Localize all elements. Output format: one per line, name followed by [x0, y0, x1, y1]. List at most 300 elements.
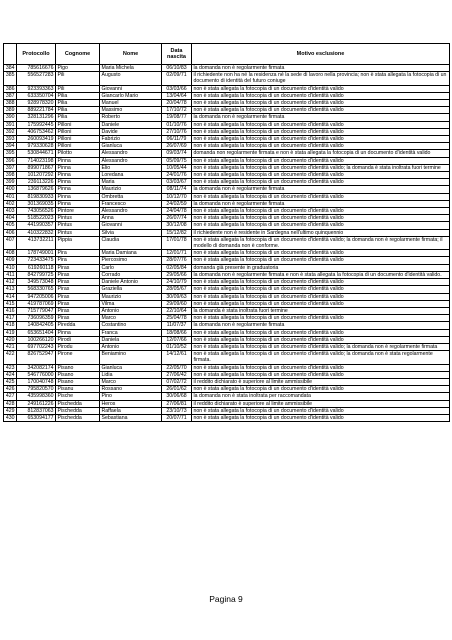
cell-protocollo: 633350704: [17, 92, 56, 99]
cell-cognome: Piras: [56, 307, 100, 314]
cell-protocollo: 301369035: [17, 200, 56, 207]
cell-row-number: 424: [4, 371, 17, 378]
table-row: [4, 236, 450, 249]
cell-data-nascita: 01/10/52: [162, 343, 192, 350]
cell-data-nascita: 17/01/78: [162, 236, 192, 249]
cell-row-number: 410: [4, 264, 17, 271]
cell-protocollo: 260093419: [17, 136, 56, 143]
table-row: [4, 315, 450, 322]
cell-cognome: Pinna: [56, 329, 100, 336]
cell-motivo: non è stata allegata la fotocopia di un documento d'identità valido: [192, 250, 450, 257]
cell-motivo: non è stata allegata la fotocopia di un documento d'identità valido: [192, 172, 450, 179]
cell-motivo: non è stata allegata la fotocopia di un documento d'identità valido: [192, 386, 450, 393]
cell-protocollo: 101207292: [17, 172, 56, 179]
cell-row-number: 393: [4, 136, 17, 143]
cell-nome: Davide: [100, 128, 162, 135]
header-motivo: Motivo esclusione: [192, 44, 450, 65]
table-row: [4, 186, 450, 193]
table-row: [4, 157, 450, 164]
cell-data-nascita: 30/12/08: [162, 222, 192, 229]
cell-data-nascita: 07/02/72: [162, 378, 192, 385]
cell-cognome: Pilia: [56, 100, 100, 107]
cell-data-nascita: 24/10/79: [162, 279, 192, 286]
cell-nome: Marco: [100, 315, 162, 322]
cell-cognome: Pisanu: [56, 386, 100, 393]
cell-nome: Alessandro: [100, 157, 162, 164]
cell-motivo: non è stata allegata la fotocopia di un documento d'identità valido: [192, 121, 450, 128]
cell-cognome: Pintus: [56, 222, 100, 229]
cell-cognome: Pisano: [56, 371, 100, 378]
cell-cognome: Pisano: [56, 364, 100, 371]
cell-nome: Piercosimo: [100, 257, 162, 264]
table-row: [4, 307, 450, 314]
cell-data-nascita: 10/05/44: [162, 164, 192, 171]
cell-data-nascita: 01/10/76: [162, 121, 192, 128]
cell-data-nascita: 13/04/64: [162, 92, 192, 99]
cell-motivo: non è stata allegata la fotocopia di un documento d'identità valido: [192, 128, 450, 135]
cell-data-nascita: 03/03/67: [162, 179, 192, 186]
cell-cognome: Pira: [56, 250, 100, 257]
cell-protocollo: 723433475: [17, 257, 56, 264]
cell-row-number: 397: [4, 164, 17, 171]
cell-nome: Heros: [100, 400, 162, 407]
cell-nome: Corrado: [100, 271, 162, 278]
cell-motivo: non è stata allegata la fotocopia di un documento d'identità valido: [192, 293, 450, 300]
cell-motivo: non è stata allegata la fotocopia di un documento d'identità valido: [192, 364, 450, 371]
cell-protocollo: 342082174: [17, 364, 56, 371]
cell-cognome: Pinna: [56, 164, 100, 171]
cell-nome: Sebastiana: [100, 414, 162, 421]
cell-nome: Loredana: [100, 172, 162, 179]
cell-cognome: Piras: [56, 279, 100, 286]
cell-data-nascita: 23/10/73: [162, 407, 192, 414]
table-row: [4, 264, 450, 271]
header-data-nascita: Data nascita: [162, 44, 192, 65]
cell-protocollo: 556527283: [17, 72, 56, 85]
cell-protocollo: 619260118: [17, 264, 56, 271]
cell-row-number: 392: [4, 128, 17, 135]
cell-motivo: non è stata allegata la fotocopia di un documento d'identità valido: [192, 300, 450, 307]
cell-data-nascita: 29/09/60: [162, 300, 192, 307]
table-row: [4, 72, 450, 85]
cell-cognome: Pira: [56, 257, 100, 264]
cell-nome: Claudia: [100, 236, 162, 249]
cell-protocollo: 175992445: [17, 121, 56, 128]
cell-data-nascita: 26/07/74: [162, 215, 192, 222]
cell-nome: Vilma: [100, 300, 162, 307]
cell-protocollo: 715779047: [17, 307, 56, 314]
cell-cognome: Pirone: [56, 351, 100, 364]
cell-nome: Graziella: [100, 286, 162, 293]
table-row: [4, 229, 450, 236]
cell-nome: Alessandro: [100, 150, 162, 157]
cell-cognome: Pilloni: [56, 143, 100, 150]
cell-protocollo: 826752947: [17, 351, 56, 364]
cell-nome: Raffaela: [100, 407, 162, 414]
cell-protocollo: 410322832: [17, 229, 56, 236]
cell-motivo: non è stata allegata la fotocopia di un documento d'identità valido: [192, 336, 450, 343]
cell-motivo: non è stata allegata la fotocopia di un documento d'identità valido: [192, 157, 450, 164]
cell-data-nascita: 10/12/70: [162, 193, 192, 200]
cell-cognome: Pilloni: [56, 128, 100, 135]
cell-row-number: 405: [4, 222, 17, 229]
table-row: [4, 300, 450, 307]
cell-motivo: non è stata allegata la fotocopia di un documento d'identità valido: [192, 92, 450, 99]
table-row: [4, 65, 450, 72]
table-row: [4, 172, 450, 179]
cell-nome: Daniele Antonio: [100, 279, 162, 286]
cell-nome: Costantino: [100, 322, 162, 329]
cell-protocollo: 435998360: [17, 393, 56, 400]
cell-nome: Silvia: [100, 229, 162, 236]
cell-protocollo: 899071867: [17, 164, 56, 171]
cell-data-nascita: 27/06/81: [162, 400, 192, 407]
cell-motivo: non è stata allegata la fotocopia di un documento d'identità valido; la domanda non è regolarmente firmata; il modello di domanda non è conforme.: [192, 236, 450, 249]
cell-motivo: la domanda non è regolarmente firmata: [192, 200, 450, 207]
cell-motivo: non è stata allegata la fotocopia di un documento d'identità valido: [192, 85, 450, 92]
cell-motivo: il reddito dichiarato è superiore al limite ammissibile: [192, 378, 450, 385]
cell-cognome: Pigo: [56, 65, 100, 72]
cell-data-nascita: 24/01/76: [162, 172, 192, 179]
cell-cognome: Pilotto: [56, 150, 100, 157]
cell-cognome: Piras: [56, 315, 100, 322]
table-row: [4, 336, 450, 343]
cell-protocollo: 530844671: [17, 150, 56, 157]
cell-motivo: domanda non regolarmente firmata e non è stata allegata la fotocopia di un documento d'identità valido: [192, 150, 450, 157]
cell-data-nascita: 30/06/68: [162, 393, 192, 400]
cell-data-nascita: 12/07/66: [162, 336, 192, 343]
cell-protocollo: 546776000: [17, 371, 56, 378]
cell-cognome: Pili: [56, 85, 100, 92]
cell-row-number: 409: [4, 257, 17, 264]
cell-nome: Alessandro: [100, 208, 162, 215]
cell-motivo: la domanda è stata inoltrata fuori termine: [192, 307, 450, 314]
cell-row-number: 428: [4, 400, 17, 407]
cell-data-nascita: 14/12/61: [162, 351, 192, 364]
cell-cognome: Pilia: [56, 92, 100, 99]
cell-protocollo: 979330628: [17, 143, 56, 150]
cell-protocollo: 653094177: [17, 414, 56, 421]
cell-data-nascita: 28/07/76: [162, 257, 192, 264]
table-row: [4, 407, 450, 414]
table-row: [4, 351, 450, 364]
exclusion-table: [3, 43, 450, 422]
cell-protocollo: 947205006: [17, 293, 56, 300]
cell-cognome: Pilia: [56, 107, 100, 114]
cell-nome: Rossano: [100, 386, 162, 393]
cell-motivo: non è stata allegata la fotocopia di un documento d'identità valido: [192, 215, 450, 222]
cell-nome: Anna: [100, 215, 162, 222]
cell-row-number: 403: [4, 208, 17, 215]
cell-motivo: non è stata allegata la fotocopia di un documento d'identità valido: [192, 286, 450, 293]
cell-nome: Giovanni: [100, 222, 162, 229]
cell-protocollo: 736096359: [17, 315, 56, 322]
table-row: [4, 378, 450, 385]
table-row: [4, 136, 450, 143]
cell-motivo: la domanda non è stata inoltrata per raccomandata: [192, 393, 450, 400]
cell-protocollo: 328131296: [17, 114, 56, 121]
cell-cognome: Pilia: [56, 114, 100, 121]
cell-motivo: non è stata allegata la fotocopia di un documento d'identità valido: [192, 414, 450, 421]
cell-nome: Ombretta: [100, 193, 162, 200]
table-row: [4, 222, 450, 229]
cell-nome: Maurizio: [100, 186, 162, 193]
cell-cognome: Pilloni: [56, 121, 100, 128]
cell-cognome: Pirodu: [56, 343, 100, 350]
cell-protocollo: 170040748: [17, 378, 56, 385]
cell-cognome: Pirodi: [56, 336, 100, 343]
cell-protocollo: 795820570: [17, 386, 56, 393]
cell-motivo: non è stata allegata la fotocopia di un documento d'identità valido: [192, 315, 450, 322]
cell-protocollo: 812837063: [17, 407, 56, 414]
cell-motivo: non è stata allegata la fotocopia di un documento d'identità valido; la domanda è stata inoltrata fuori termine: [192, 164, 450, 171]
table-row: [4, 364, 450, 371]
cell-row-number: 388: [4, 100, 17, 107]
cell-cognome: Pischedda: [56, 400, 100, 407]
cell-row-number: 407: [4, 236, 17, 249]
cell-nome: Maria Damiana: [100, 250, 162, 257]
cell-protocollo: 928978320: [17, 100, 56, 107]
cell-protocollo: 785616676: [17, 65, 56, 72]
cell-nome: Giovanni: [100, 85, 162, 92]
cell-cognome: Pinna: [56, 172, 100, 179]
cell-row-number: 400: [4, 186, 17, 193]
cell-row-number: 426: [4, 386, 17, 393]
cell-cognome: Pischedda: [56, 414, 100, 421]
cell-row-number: 389: [4, 107, 17, 114]
cell-cognome: Pisano: [56, 378, 100, 385]
cell-data-nascita: 08/11/74: [162, 186, 192, 193]
cell-nome: Maria: [100, 179, 162, 186]
cell-row-number: 414: [4, 293, 17, 300]
cell-data-nascita: 05/09/75: [162, 157, 192, 164]
cell-data-nascita: 19/08/77: [162, 114, 192, 121]
cell-motivo: non è stata allegata la fotocopia di un documento d'identità valido: [192, 143, 450, 150]
table-row: [4, 250, 450, 257]
cell-protocollo: 842799725: [17, 271, 56, 278]
cell-protocollo: 136879626: [17, 186, 56, 193]
cell-protocollo: 178749001: [17, 250, 56, 257]
cell-motivo: la domanda non è regolarmente firmata e non è stata allegata la fotocopia di un documento d'identità valido.: [192, 271, 450, 278]
cell-nome: Giancarlo Mario: [100, 92, 162, 99]
cell-row-number: 425: [4, 378, 17, 385]
cell-cognome: Piras: [56, 300, 100, 307]
cell-data-nascita: 15/12/82: [162, 229, 192, 236]
cell-nome: Daniela: [100, 336, 162, 343]
cell-cognome: Pischedda: [56, 407, 100, 414]
cell-cognome: Piras: [56, 286, 100, 293]
cell-motivo: non è stata allegata la fotocopia di un documento d'identità valido: [192, 371, 450, 378]
table-row: [4, 279, 450, 286]
cell-nome: Lidia: [100, 371, 162, 378]
table-row: [4, 286, 450, 293]
cell-row-number: 417: [4, 315, 17, 322]
cell-motivo: non è stata allegata la fotocopia di un documento d'identità valido: [192, 208, 450, 215]
cell-row-number: 401: [4, 193, 17, 200]
table-row: [4, 143, 450, 150]
cell-nome: Elio: [100, 164, 162, 171]
cell-nome: Beniamino: [100, 351, 162, 364]
cell-row-number: 386: [4, 85, 17, 92]
table-row: [4, 257, 450, 264]
header-cognome: Cognome: [56, 44, 100, 65]
cell-row-number: 398: [4, 172, 17, 179]
table-row: [4, 393, 450, 400]
cell-motivo: non è stata allegata la fotocopia di un documento d'identità valido; la domanda non è stata regolarmente firmata.: [192, 351, 450, 364]
table-row: [4, 128, 450, 135]
cell-row-number: 423: [4, 364, 17, 371]
cell-data-nascita: 06/11/79: [162, 136, 192, 143]
cell-nome: Augusto: [100, 72, 162, 85]
cell-data-nascita: 17/10/72: [162, 107, 192, 114]
cell-motivo: la domanda non è regolarmente firmata: [192, 114, 450, 121]
cell-row-number: 399: [4, 179, 17, 186]
cell-row-number: 406: [4, 229, 17, 236]
cell-data-nascita: 12/01/71: [162, 250, 192, 257]
cell-data-nascita: 28/05/67: [162, 286, 192, 293]
table-row: [4, 164, 450, 171]
cell-nome: Roberto: [100, 114, 162, 121]
cell-cognome: Piras: [56, 271, 100, 278]
cell-protocollo: 349573048: [17, 279, 56, 286]
cell-cognome: Pinna: [56, 200, 100, 207]
cell-nome: Massimo: [100, 107, 162, 114]
cell-motivo: la domanda non è regolarmente firmata: [192, 65, 450, 72]
cell-nome: Antonio: [100, 343, 162, 350]
cell-data-nascita: 09/03/74: [162, 150, 192, 157]
cell-data-nascita: 29/05/66: [162, 271, 192, 278]
cell-row-number: 385: [4, 72, 17, 85]
cell-row-number: 427: [4, 393, 17, 400]
cell-protocollo: 140842405: [17, 322, 56, 329]
cell-row-number: 421: [4, 343, 17, 350]
cell-protocollo: 518522023: [17, 215, 56, 222]
table-row: [4, 215, 450, 222]
cell-cognome: Pintore: [56, 208, 100, 215]
page-number: Pagina 9: [209, 594, 243, 604]
cell-row-number: 391: [4, 121, 17, 128]
cell-row-number: 418: [4, 322, 17, 329]
cell-protocollo: 714023198: [17, 157, 56, 164]
cell-data-nascita: 24/02/59: [162, 200, 192, 207]
table-row: [4, 114, 450, 121]
cell-motivo: non è stata allegata la fotocopia di un documento d'identità valido: [192, 257, 450, 264]
cell-row-number: 416: [4, 307, 17, 314]
cell-cognome: Pintus: [56, 215, 100, 222]
table-row: [4, 343, 450, 350]
cell-nome: Fabrizio: [100, 136, 162, 143]
cell-data-nascita: 22/10/64: [162, 307, 192, 314]
cell-row-number: 394: [4, 143, 17, 150]
cell-motivo: domanda già presente in graduatoria: [192, 264, 450, 271]
cell-row-number: 387: [4, 92, 17, 99]
cell-cognome: Piras: [56, 264, 100, 271]
cell-protocollo: 697702243: [17, 343, 56, 350]
cell-nome: Antonio: [100, 307, 162, 314]
cell-data-nascita: 24/04/78: [162, 208, 192, 215]
header-protocollo: Protocollo: [17, 44, 56, 65]
cell-protocollo: 923393363: [17, 85, 56, 92]
cell-motivo: non è stata allegata la fotocopia di un documento d'identità valido: [192, 279, 450, 286]
cell-data-nascita: 20/07/71: [162, 414, 192, 421]
cell-nome: Maria Michela: [100, 65, 162, 72]
cell-row-number: 429: [4, 407, 17, 414]
cell-row-number: 395: [4, 150, 17, 157]
cell-nome: Carlo: [100, 264, 162, 271]
cell-data-nascita: 02/05/84: [162, 264, 192, 271]
cell-row-number: 402: [4, 200, 17, 207]
table-row: [4, 371, 450, 378]
cell-row-number: 390: [4, 114, 17, 121]
cell-nome: Francesco: [100, 200, 162, 207]
cell-cognome: Pintus: [56, 229, 100, 236]
cell-data-nascita: 27/10/76: [162, 128, 192, 135]
cell-data-nascita: 18/08/66: [162, 329, 192, 336]
cell-row-number: 411: [4, 271, 17, 278]
cell-cognome: Pili: [56, 72, 100, 85]
cell-protocollo: 889221784: [17, 107, 56, 114]
cell-motivo: non è stata allegata la fotocopia di un documento d'identità valido: [192, 136, 450, 143]
header-nome: Nome: [100, 44, 162, 65]
cell-row-number: 413: [4, 286, 17, 293]
cell-data-nascita: 27/06/42: [162, 371, 192, 378]
cell-protocollo: 568330765: [17, 286, 56, 293]
table-row: [4, 293, 450, 300]
cell-motivo: non è stata allegata la fotocopia di un documento d'identità valido: [192, 222, 450, 229]
cell-data-nascita: 03/03/66: [162, 85, 192, 92]
cell-data-nascita: 26/01/62: [162, 386, 192, 393]
cell-cognome: Piras: [56, 293, 100, 300]
cell-data-nascita: 30/09/63: [162, 293, 192, 300]
cell-protocollo: 743056526: [17, 208, 56, 215]
cell-nome: Franca: [100, 329, 162, 336]
cell-protocollo: 406753462: [17, 128, 56, 135]
cell-nome: Gianluca: [100, 143, 162, 150]
cell-cognome: Pilloni: [56, 136, 100, 143]
exclusion-table-container: [3, 43, 449, 422]
table-header-row: [4, 44, 450, 65]
cell-nome: Manuel: [100, 100, 162, 107]
cell-protocollo: 413732211: [17, 236, 56, 249]
table-row: [4, 193, 450, 200]
table-row: [4, 329, 450, 336]
cell-row-number: 408: [4, 250, 17, 257]
cell-data-nascita: 26/07/69: [162, 143, 192, 150]
cell-row-number: 396: [4, 157, 17, 164]
cell-motivo: il richiedente non è residente in Sardegna nell'ultimo quinquennio: [192, 229, 450, 236]
table-row: [4, 400, 450, 407]
cell-protocollo: 419787069: [17, 300, 56, 307]
table-row: [4, 92, 450, 99]
cell-data-nascita: 02/09/71: [162, 72, 192, 85]
cell-motivo: non è stata allegata la fotocopia di un documento d'identità valido: [192, 193, 450, 200]
table-row: [4, 271, 450, 278]
cell-row-number: 415: [4, 300, 17, 307]
cell-protocollo: 441990357: [17, 222, 56, 229]
cell-motivo: non è stata allegata la fotocopia di un documento d'identità valido: [192, 407, 450, 414]
cell-cognome: Pinna: [56, 157, 100, 164]
table-row: [4, 150, 450, 157]
table-row: [4, 121, 450, 128]
table-row: [4, 107, 450, 114]
cell-cognome: Pische: [56, 393, 100, 400]
cell-nome: Daniele: [100, 121, 162, 128]
table-row: [4, 386, 450, 393]
header-row-number: [4, 44, 17, 65]
cell-protocollo: 653651404: [17, 329, 56, 336]
cell-motivo: non è stata allegata la fotocopia di un documento d'identità valido: [192, 329, 450, 336]
cell-motivo: non è stata allegata la fotocopia di un documento d'identità valido: [192, 100, 450, 107]
